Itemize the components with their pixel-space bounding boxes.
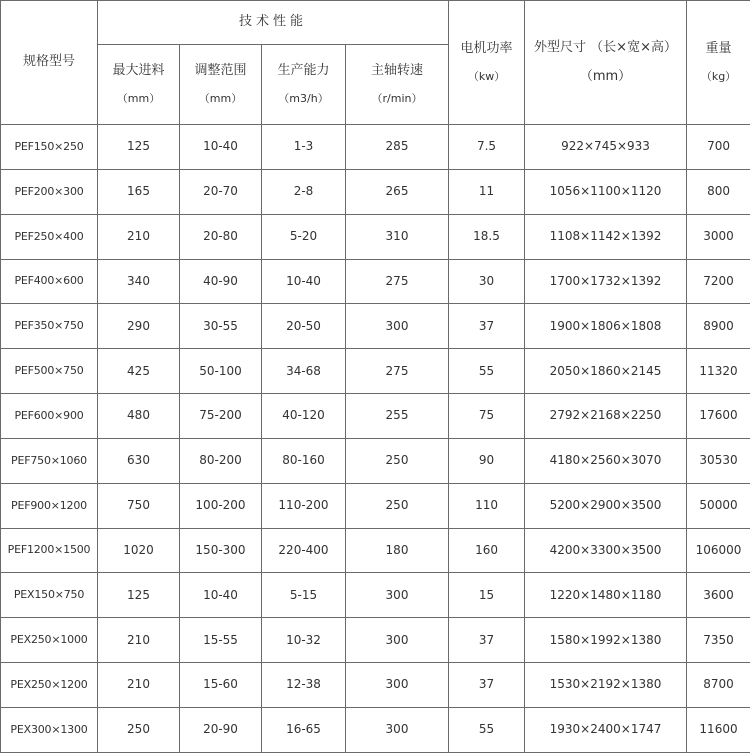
cell-dims: 1580×1992×1380 [525,618,687,663]
cell-speed: 180 [346,528,449,573]
table-row [1,304,750,349]
cell-weight: 7200 [687,259,750,304]
cell-max-feed: 125 [98,125,180,170]
cell-power: 55 [449,349,525,394]
cell-weight: 11320 [687,349,750,394]
header-power-unit: （kw） [449,71,524,83]
cell-model: PEX150×750 [1,573,98,618]
cell-dims: 922×745×933 [525,125,687,170]
cell-capacity: 80-160 [262,438,346,483]
cell-capacity: 16-65 [262,707,346,752]
cell-weight: 3000 [687,214,750,259]
cell-model: PEF400×600 [1,259,98,304]
cell-speed: 275 [346,259,449,304]
table-row [1,394,750,439]
cell-dims: 2792×2168×2250 [525,394,687,439]
cell-speed: 250 [346,438,449,483]
cell-weight: 11600 [687,707,750,752]
cell-adjust-range: 75-200 [180,394,262,439]
table-row [1,528,750,573]
cell-speed: 250 [346,483,449,528]
header-speed-label: 主轴转速 [346,64,448,78]
header-max-feed-label: 最大进料 [98,64,179,78]
header-adjust-range-label: 调整范围 [180,64,261,78]
header-tech: 技术性能 [98,1,449,45]
cell-capacity: 10-32 [262,618,346,663]
cell-capacity: 20-50 [262,304,346,349]
cell-weight: 106000 [687,528,750,573]
table-row [1,618,750,663]
header-adjust-range-unit: （mm） [180,93,261,105]
cell-dims: 1220×1480×1180 [525,573,687,618]
header-max-feed-unit: （mm） [98,93,179,105]
cell-weight: 8900 [687,304,750,349]
cell-max-feed: 210 [98,663,180,708]
cell-capacity: 110-200 [262,483,346,528]
table-row [1,349,750,394]
cell-power: 37 [449,663,525,708]
header-spec: 规格型号 [1,1,98,125]
cell-adjust-range: 20-80 [180,214,262,259]
cell-adjust-range: 20-70 [180,169,262,214]
cell-power: 90 [449,438,525,483]
cell-power: 160 [449,528,525,573]
cell-max-feed: 290 [98,304,180,349]
cell-adjust-range: 15-55 [180,618,262,663]
cell-model: PEF750×1060 [1,438,98,483]
cell-weight: 50000 [687,483,750,528]
cell-model: PEF600×900 [1,394,98,439]
cell-weight: 7350 [687,618,750,663]
cell-weight: 800 [687,169,750,214]
header-weight-unit: （kg） [687,71,750,83]
cell-power: 7.5 [449,125,525,170]
cell-max-feed: 630 [98,438,180,483]
table-body [1,125,750,753]
cell-model: PEF350×750 [1,304,98,349]
cell-dims: 4180×2560×3070 [525,438,687,483]
cell-power: 11 [449,169,525,214]
cell-capacity: 12-38 [262,663,346,708]
cell-model: PEX300×1300 [1,707,98,752]
header-weight-label: 重量 [687,42,750,56]
header-speed-unit: （r/min） [346,93,448,105]
cell-speed: 285 [346,125,449,170]
cell-model: PEF250×400 [1,214,98,259]
cell-dims: 1056×1100×1120 [525,169,687,214]
cell-max-feed: 210 [98,214,180,259]
cell-capacity: 5-15 [262,573,346,618]
cell-power: 37 [449,304,525,349]
cell-adjust-range: 40-90 [180,259,262,304]
cell-adjust-range: 150-300 [180,528,262,573]
cell-adjust-range: 10-40 [180,125,262,170]
cell-dims: 1900×1806×1808 [525,304,687,349]
cell-power: 18.5 [449,214,525,259]
cell-model: PEF1200×1500 [1,528,98,573]
cell-dims: 1700×1732×1392 [525,259,687,304]
cell-adjust-range: 80-200 [180,438,262,483]
cell-weight: 8700 [687,663,750,708]
cell-power: 110 [449,483,525,528]
table-row [1,169,750,214]
cell-model: PEF150×250 [1,125,98,170]
cell-speed: 300 [346,663,449,708]
cell-speed: 265 [346,169,449,214]
cell-max-feed: 425 [98,349,180,394]
table-row [1,214,750,259]
cell-model: PEX250×1000 [1,618,98,663]
cell-max-feed: 125 [98,573,180,618]
header-capacity [262,45,346,125]
cell-weight: 30530 [687,438,750,483]
table-row [1,438,750,483]
cell-speed: 300 [346,707,449,752]
cell-capacity: 5-20 [262,214,346,259]
cell-max-feed: 165 [98,169,180,214]
header-max-feed [98,45,180,125]
cell-capacity: 10-40 [262,259,346,304]
cell-adjust-range: 100-200 [180,483,262,528]
cell-weight: 17600 [687,394,750,439]
cell-speed: 255 [346,394,449,439]
cell-capacity: 40-120 [262,394,346,439]
cell-max-feed: 1020 [98,528,180,573]
cell-dims: 2050×1860×2145 [525,349,687,394]
cell-dims: 1530×2192×1380 [525,663,687,708]
header-speed [346,45,449,125]
cell-max-feed: 340 [98,259,180,304]
cell-max-feed: 250 [98,707,180,752]
header-power [449,1,525,125]
table-row [1,663,750,708]
cell-adjust-range: 50-100 [180,349,262,394]
cell-adjust-range: 15-60 [180,663,262,708]
header-row-1 [1,1,750,45]
table-row [1,125,750,170]
cell-max-feed: 750 [98,483,180,528]
table-row [1,707,750,752]
cell-speed: 300 [346,618,449,663]
cell-dims: 4200×3300×3500 [525,528,687,573]
header-weight [687,1,750,125]
cell-model: PEF200×300 [1,169,98,214]
header-capacity-label: 生产能力 [262,64,345,78]
cell-model: PEX250×1200 [1,663,98,708]
cell-power: 75 [449,394,525,439]
cell-max-feed: 210 [98,618,180,663]
cell-capacity: 220-400 [262,528,346,573]
cell-weight: 700 [687,125,750,170]
header-adjust-range [180,45,262,125]
table-row [1,573,750,618]
cell-power: 55 [449,707,525,752]
cell-power: 30 [449,259,525,304]
cell-dims: 1108×1142×1392 [525,214,687,259]
header-dims: 外型尺寸 （长×宽×高） （mm） [525,1,687,125]
cell-speed: 300 [346,573,449,618]
cell-dims: 1930×2400×1747 [525,707,687,752]
header-power-label: 电机功率 [449,42,524,56]
cell-adjust-range: 30-55 [180,304,262,349]
table-row [1,483,750,528]
cell-speed: 275 [346,349,449,394]
cell-dims: 5200×2900×3500 [525,483,687,528]
cell-capacity: 1-3 [262,125,346,170]
cell-speed: 310 [346,214,449,259]
cell-power: 37 [449,618,525,663]
cell-power: 15 [449,573,525,618]
cell-model: PEF500×750 [1,349,98,394]
cell-capacity: 2-8 [262,169,346,214]
cell-model: PEF900×1200 [1,483,98,528]
cell-speed: 300 [346,304,449,349]
cell-max-feed: 480 [98,394,180,439]
table-row [1,259,750,304]
cell-weight: 3600 [687,573,750,618]
cell-capacity: 34-68 [262,349,346,394]
cell-adjust-range: 10-40 [180,573,262,618]
cell-adjust-range: 20-90 [180,707,262,752]
header-capacity-unit: （m3/h） [262,93,345,105]
